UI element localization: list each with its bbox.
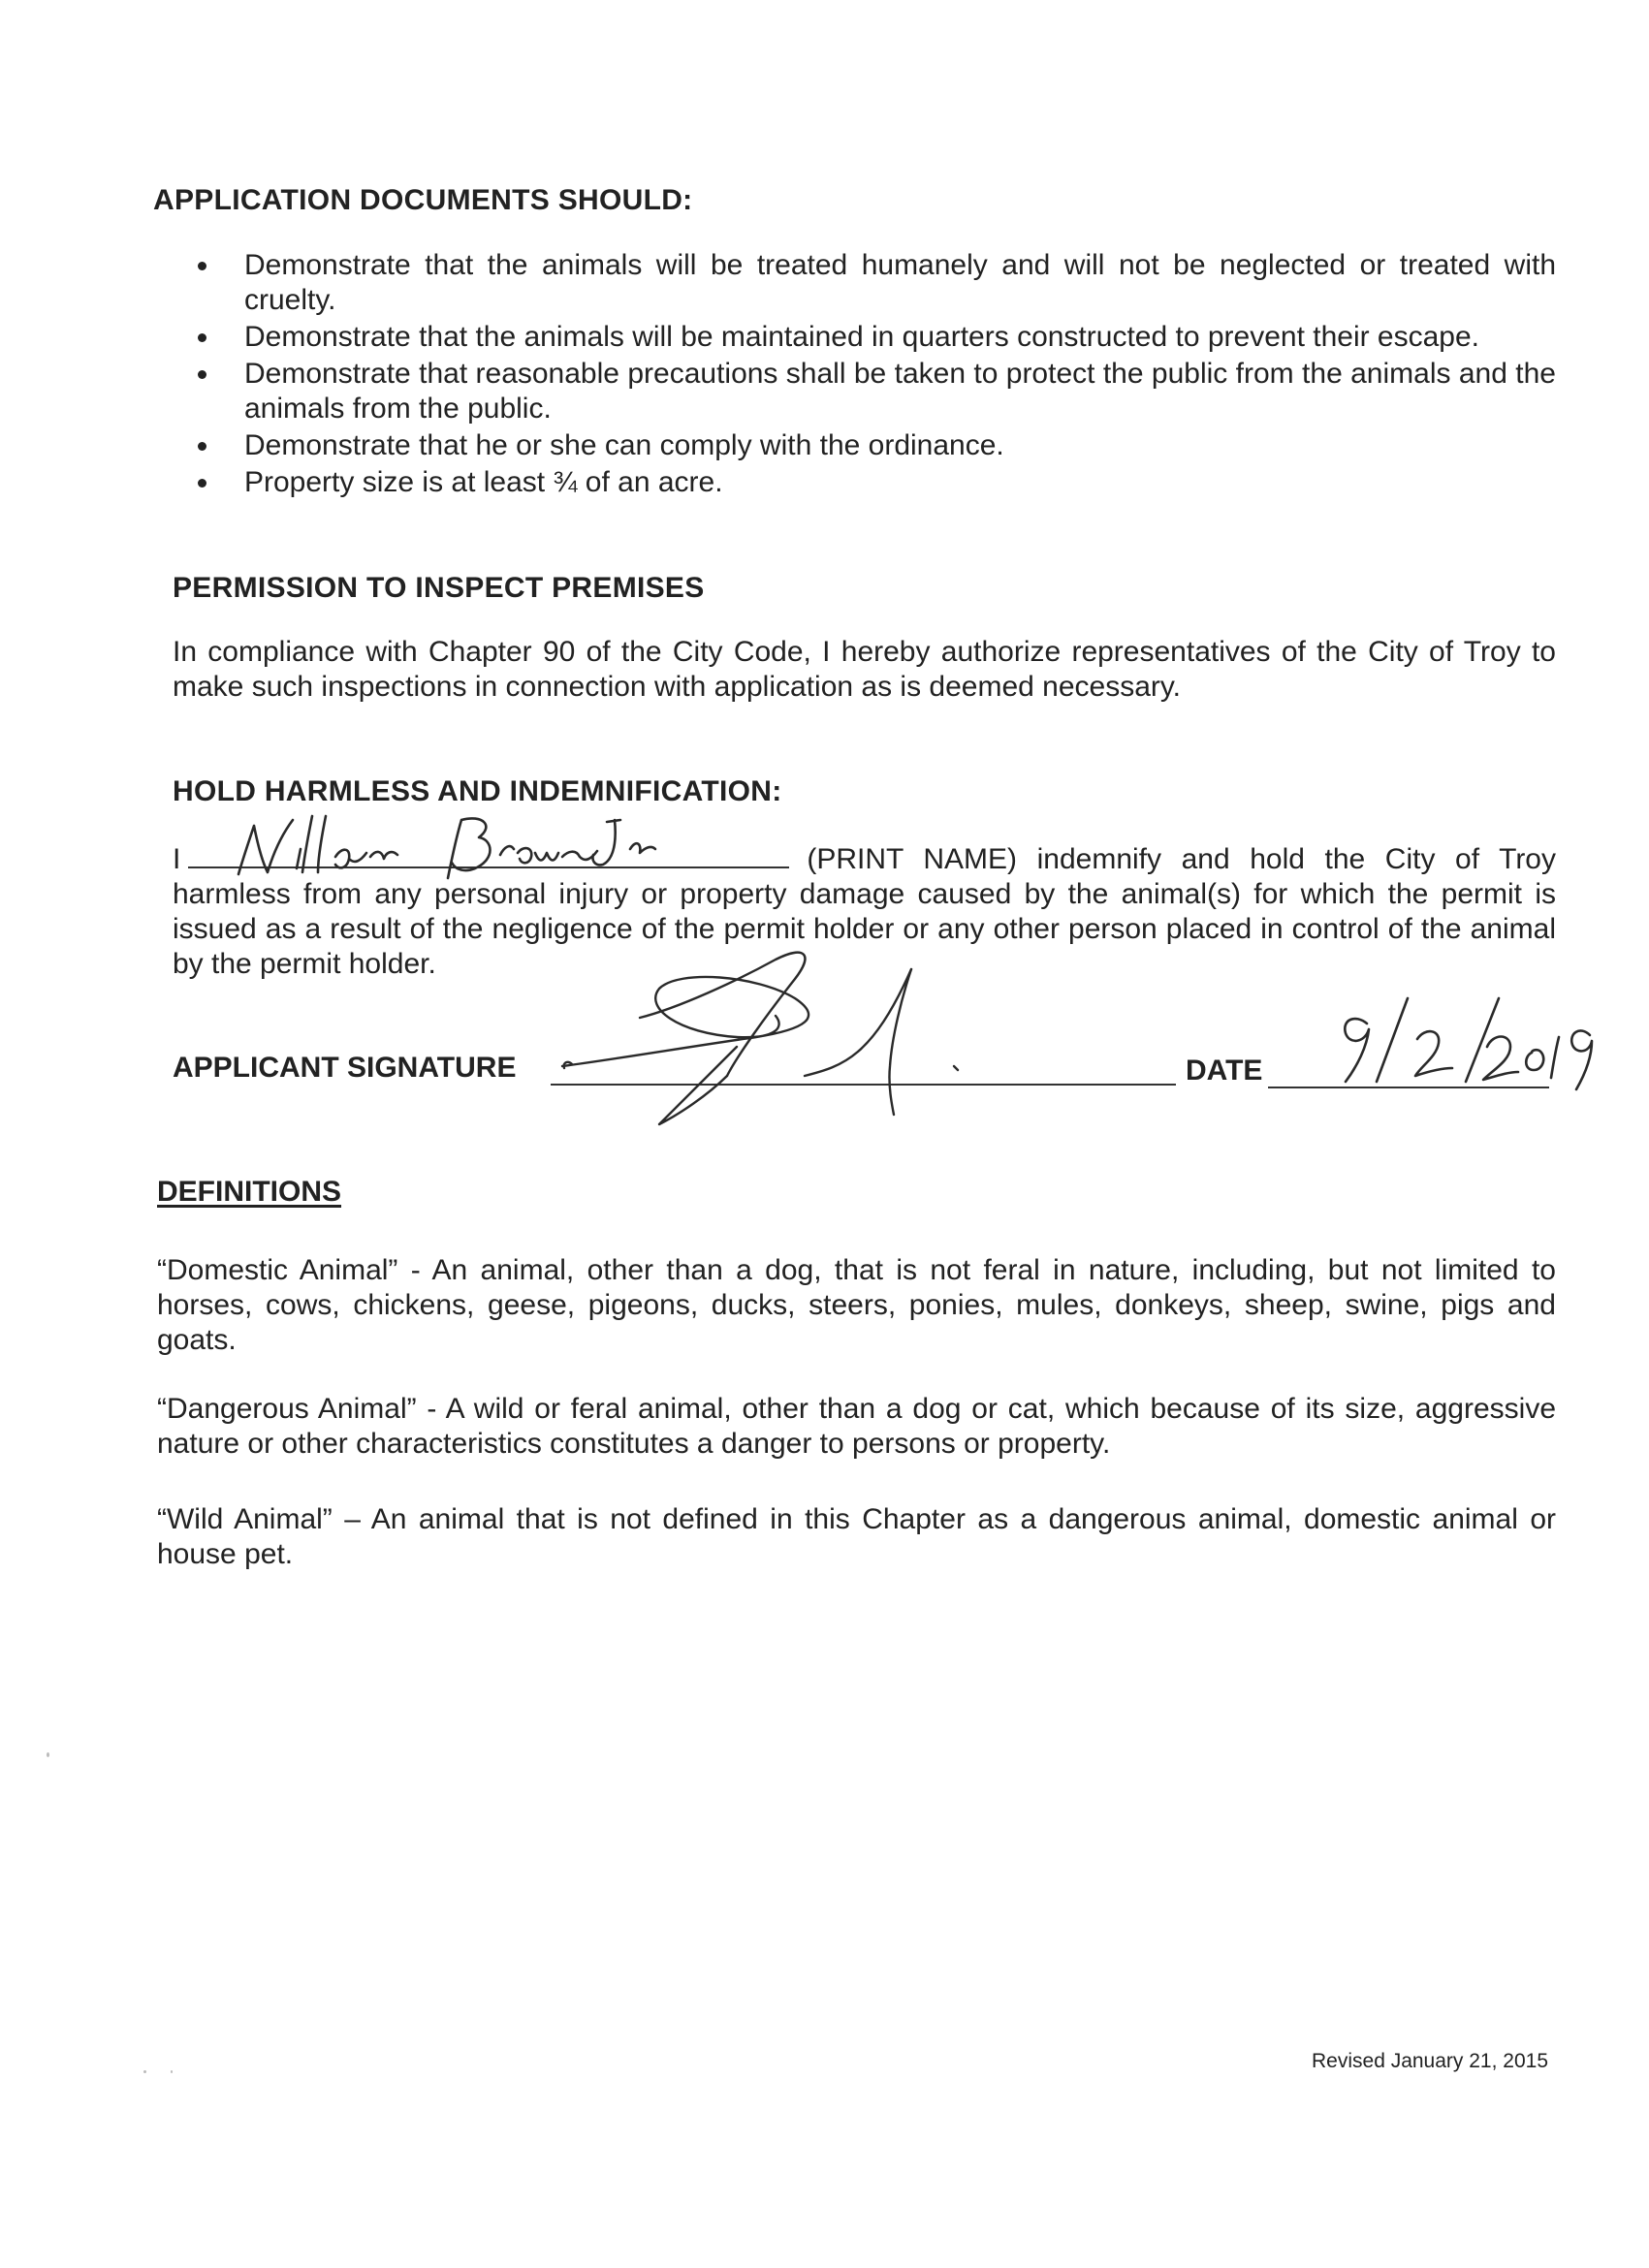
scan-speck xyxy=(171,2070,173,2073)
applicant-signature-line[interactable] xyxy=(551,1084,1176,1086)
bullet-icon xyxy=(198,479,206,488)
scan-speck xyxy=(47,1752,49,1757)
bullet-icon xyxy=(198,370,206,379)
applicant-signature-label: APPLICANT SIGNATURE xyxy=(173,1052,517,1084)
list-item-text: Demonstrate that the animals will be treated humanely and will not be neglected or treated with cruelty. xyxy=(244,249,1556,316)
hold-harmless-heading: HOLD HARMLESS AND INDEMNIFICATION: xyxy=(173,775,782,807)
hold-harmless-text: (PRINT NAME) indemnify and hold the City of Troy harmless from any personal injury or property damage caused by the animal(s) for which the permit is issued as a result of the negligence of the permit holder or any other person placed in control of the animal by the permit holder. xyxy=(173,843,1556,980)
permission-heading: PERMISSION TO INSPECT PREMISES xyxy=(173,572,705,604)
list-item-text: Property size is at least ¾ of an acre. xyxy=(244,466,723,498)
list-item-text: Demonstrate that reasonable precautions shall be taken to protect the public from the animals and the animals from the public. xyxy=(244,358,1556,425)
list-item-text: Demonstrate that the animals will be maintained in quarters constructed to prevent their escape. xyxy=(244,321,1480,353)
list-item xyxy=(194,357,1556,426)
definition-domestic: “Domestic Animal” - An animal, other than a dog, that is not feral in nature, including, but not limited to horses, cows, chickens, geese, pigeons, ducks, steers, ponies, mules, donkeys, sheep, swine, pigs and goats. xyxy=(157,1254,1556,1356)
hold-harmless-paragraph xyxy=(173,839,1556,982)
bullet-icon xyxy=(198,262,206,270)
bullet-icon xyxy=(198,333,206,342)
date-label: DATE xyxy=(1186,1055,1263,1087)
date-line[interactable] xyxy=(1268,1087,1549,1088)
definitions-heading: DEFINITIONS xyxy=(157,1176,342,1208)
list-item xyxy=(194,465,1556,500)
bullet-icon xyxy=(198,442,206,451)
scan-speck xyxy=(143,2070,146,2073)
handwritten-date xyxy=(1345,998,1592,1089)
list-item-text: Demonstrate that he or she can comply with the ordinance. xyxy=(244,429,1004,461)
application-documents-heading: APPLICATION DOCUMENTS SHOULD: xyxy=(153,184,693,216)
print-name-field[interactable] xyxy=(188,839,789,868)
definition-dangerous: “Dangerous Animal” - A wild or feral animal, other than a dog or cat, which because of its size, aggressive nature or other characteristics constitutes a danger to persons or property. xyxy=(157,1393,1556,1460)
list-item xyxy=(194,428,1556,463)
list-item xyxy=(194,320,1556,355)
revision-date: Revised January 21, 2015 xyxy=(1312,2050,1548,2072)
hold-harmless-prefix: I xyxy=(173,843,181,875)
permission-text: In compliance with Chapter 90 of the City Code, I hereby authorize representatives of the City of Troy to make such inspections in connection with application as is deemed necessary. xyxy=(173,636,1556,703)
requirements-list xyxy=(194,248,1556,502)
definition-wild: “Wild Animal” – An animal that is not defined in this Chapter as a dangerous animal, domestic animal or house pet. xyxy=(157,1503,1556,1570)
list-item xyxy=(194,248,1556,318)
